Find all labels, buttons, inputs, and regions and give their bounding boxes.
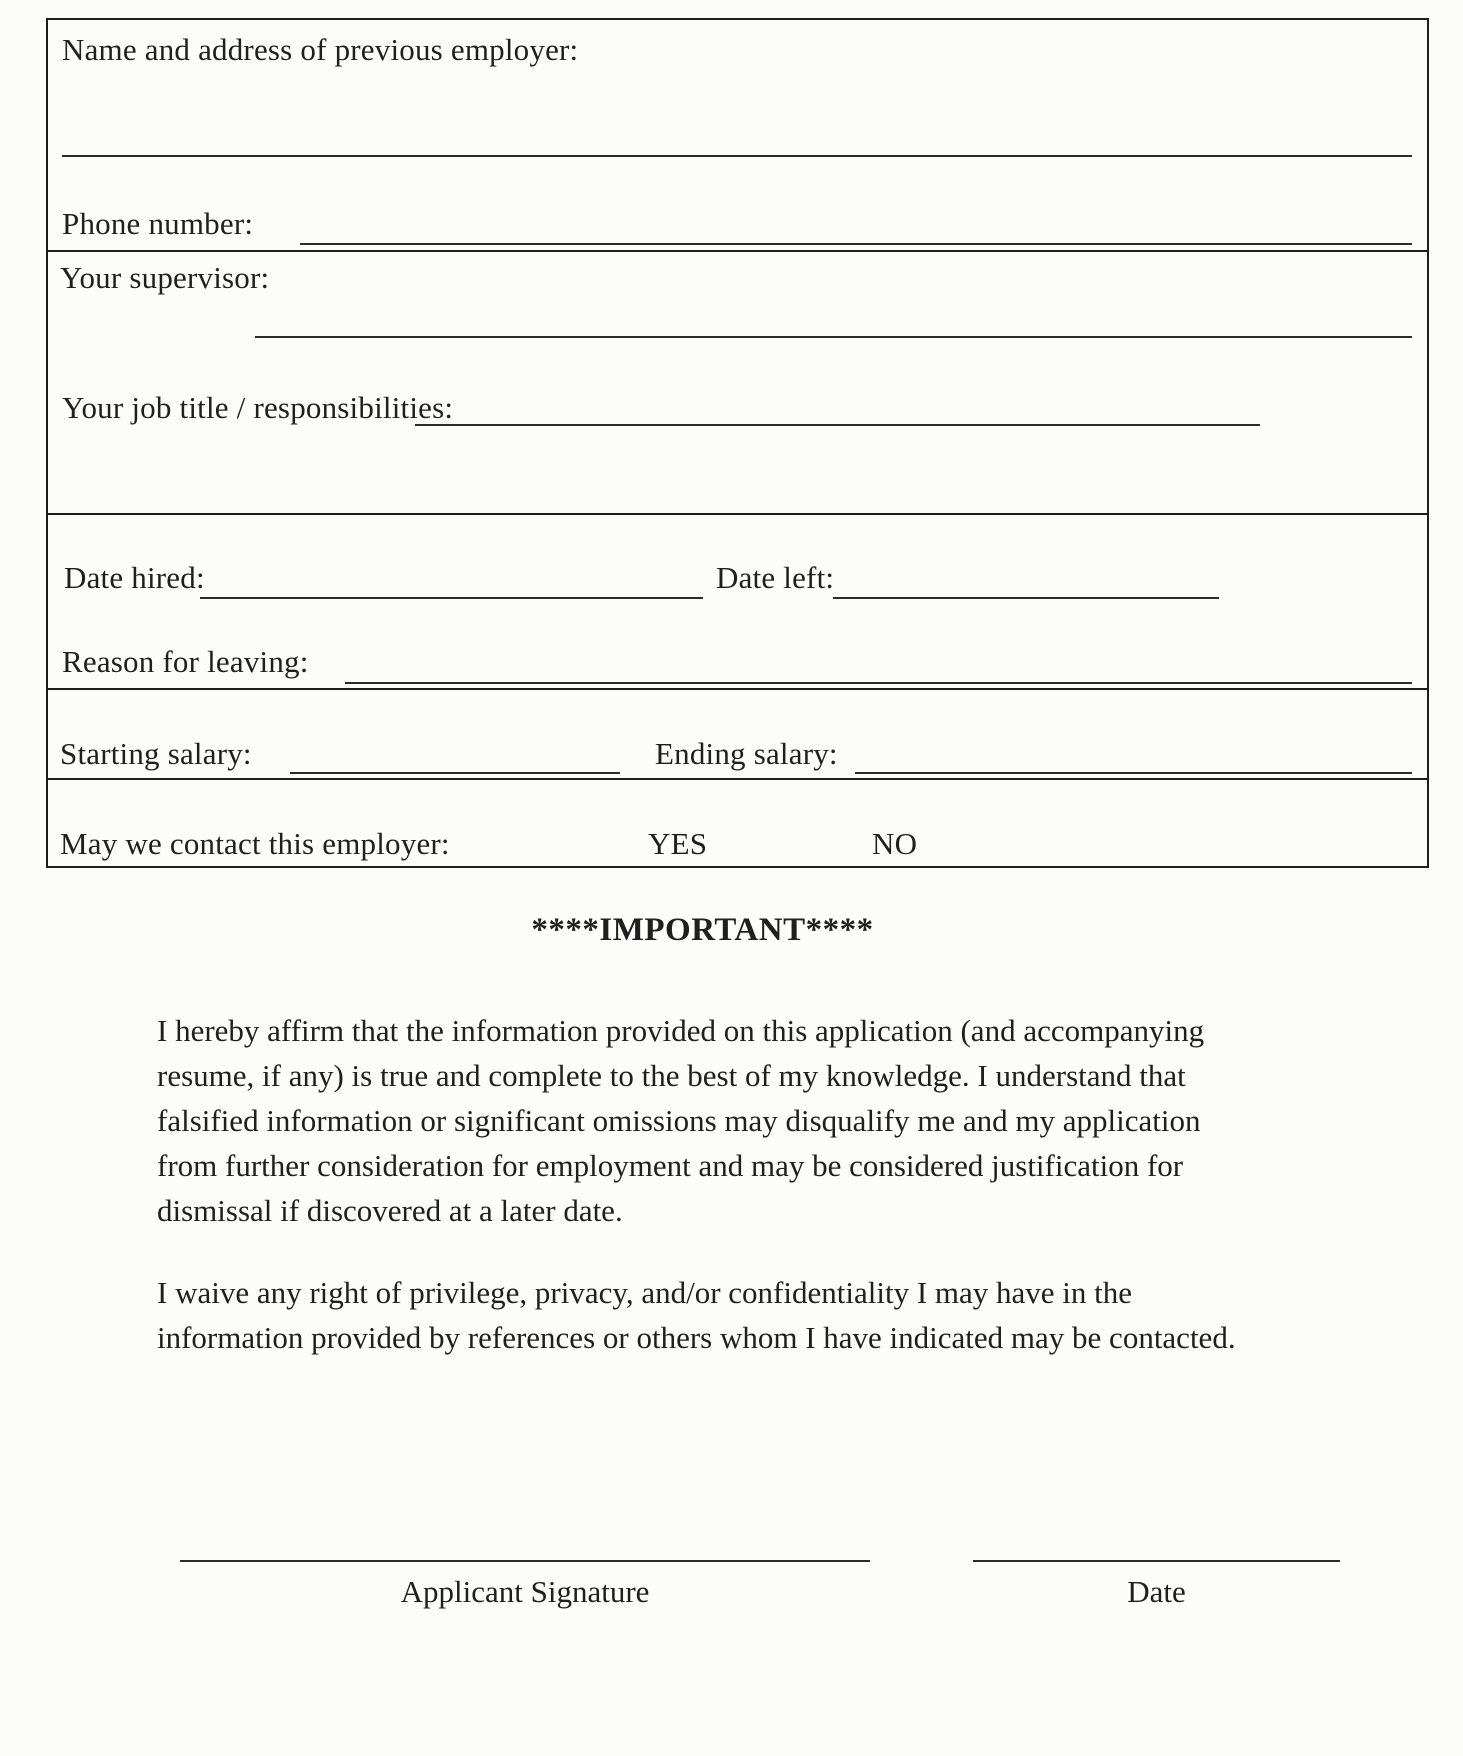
contact-yes-option[interactable]: YES: [648, 826, 708, 861]
date-left-input[interactable]: [833, 597, 1219, 599]
important-heading: ****IMPORTANT****: [531, 912, 874, 948]
row-divider-salary: [46, 778, 1427, 780]
reason-for-leaving-input[interactable]: [345, 682, 1412, 684]
applicant-signature-label: Applicant Signature: [400, 1574, 650, 1609]
supervisor-label: Your supervisor:: [60, 260, 270, 295]
supervisor-input[interactable]: [255, 336, 1412, 338]
employer-name-label: Name and address of previous employer:: [62, 32, 579, 67]
job-title-label: Your job title / responsibilities:: [62, 390, 454, 425]
date-hired-input[interactable]: [200, 597, 703, 599]
employer-address-input[interactable]: [62, 155, 1412, 157]
starting-salary-label: Starting salary:: [60, 736, 252, 771]
affirmation-paragraph: I hereby affirm that the information provided on this application (and accompanying resume, if any) is true and complete to the best of my knowledge. I understand that falsified information or significant omissions may disqualify me and my application from further consideration for employment and may be considered justification for dismissal if discovered at a later date.: [157, 1013, 1205, 1228]
date-left-label: Date left:: [716, 560, 835, 595]
row-divider-phone: [46, 250, 1427, 252]
applicant-signature-input[interactable]: [180, 1560, 870, 1562]
reason-for-leaving-label: Reason for leaving:: [62, 644, 309, 679]
date-signed-input[interactable]: [973, 1560, 1340, 1562]
phone-number-input[interactable]: [300, 243, 1412, 245]
date-signed-label: Date: [1127, 1574, 1186, 1609]
contact-no-option[interactable]: NO: [872, 826, 918, 861]
row-divider-reason: [46, 688, 1427, 690]
starting-salary-input[interactable]: [290, 772, 620, 774]
ending-salary-input[interactable]: [855, 772, 1412, 774]
contact-employer-label: May we contact this employer:: [60, 826, 450, 861]
row-divider-jobtitle: [46, 513, 1427, 515]
ending-salary-label: Ending salary:: [655, 736, 838, 771]
phone-number-label: Phone number:: [62, 206, 254, 241]
date-hired-label: Date hired:: [64, 560, 205, 595]
job-title-input[interactable]: [415, 424, 1260, 426]
waiver-paragraph: I waive any right of privilege, privacy, and/or confidentiality I may have in the information provided by references or others whom I have indicated may be contacted.: [157, 1275, 1236, 1355]
